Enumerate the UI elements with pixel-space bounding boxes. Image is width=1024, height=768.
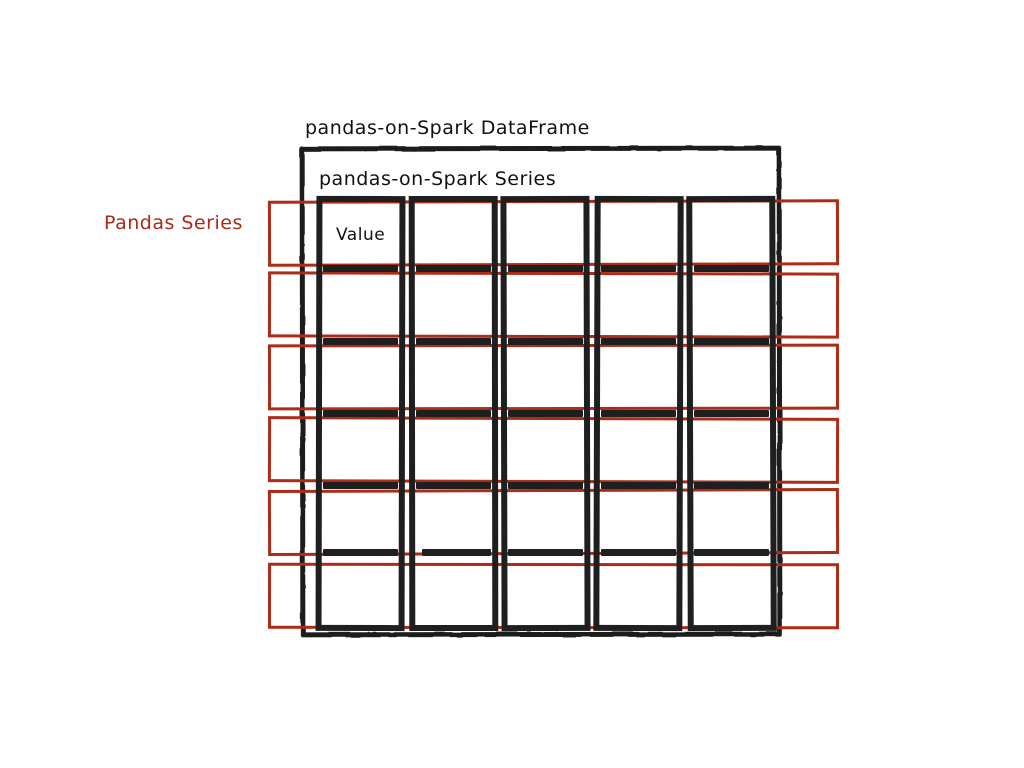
value-label: Value [336, 225, 386, 245]
series-label: pandas-on-Spark Series [319, 168, 557, 190]
cell-separator-c5-r2 [694, 338, 769, 345]
cell-separator-c5-r4 [694, 482, 769, 489]
cell-separator-c3-r2 [508, 338, 583, 345]
cell-separator-c1-r2 [323, 338, 398, 345]
cell-separator-c1-r1 [323, 265, 398, 272]
cell-separator-c2-r5 [422, 549, 491, 556]
cell-separator-c2-r3 [416, 410, 491, 417]
pandas-series-label: Pandas Series [104, 212, 243, 234]
cell-separator-c2-r4 [416, 482, 491, 489]
cell-separator-c3-r5 [508, 549, 583, 556]
cell-separator-c4-r5 [601, 549, 676, 556]
cell-separator-c4-r4 [601, 482, 676, 489]
cell-separator-c5-r3 [694, 410, 769, 417]
dataframe-label: pandas-on-Spark DataFrame [305, 117, 590, 139]
cell-separator-c5-r1 [694, 265, 769, 272]
cell-separator-c3-r3 [508, 410, 583, 417]
cell-separator-c2-r1 [416, 265, 491, 272]
cell-separator-c2-r2 [416, 338, 491, 345]
cell-separator-c1-r3 [323, 410, 398, 417]
cell-separator-c3-r1 [508, 265, 583, 272]
cell-separator-c5-r5 [694, 549, 769, 556]
cell-separator-c4-r3 [601, 410, 676, 417]
cell-separator-c3-r4 [508, 482, 583, 489]
cell-separator-c4-r2 [601, 338, 676, 345]
cell-separator-c1-r4 [323, 482, 398, 489]
cell-separator-c4-r1 [601, 265, 676, 272]
cell-separator-c1-r5 [323, 549, 398, 556]
